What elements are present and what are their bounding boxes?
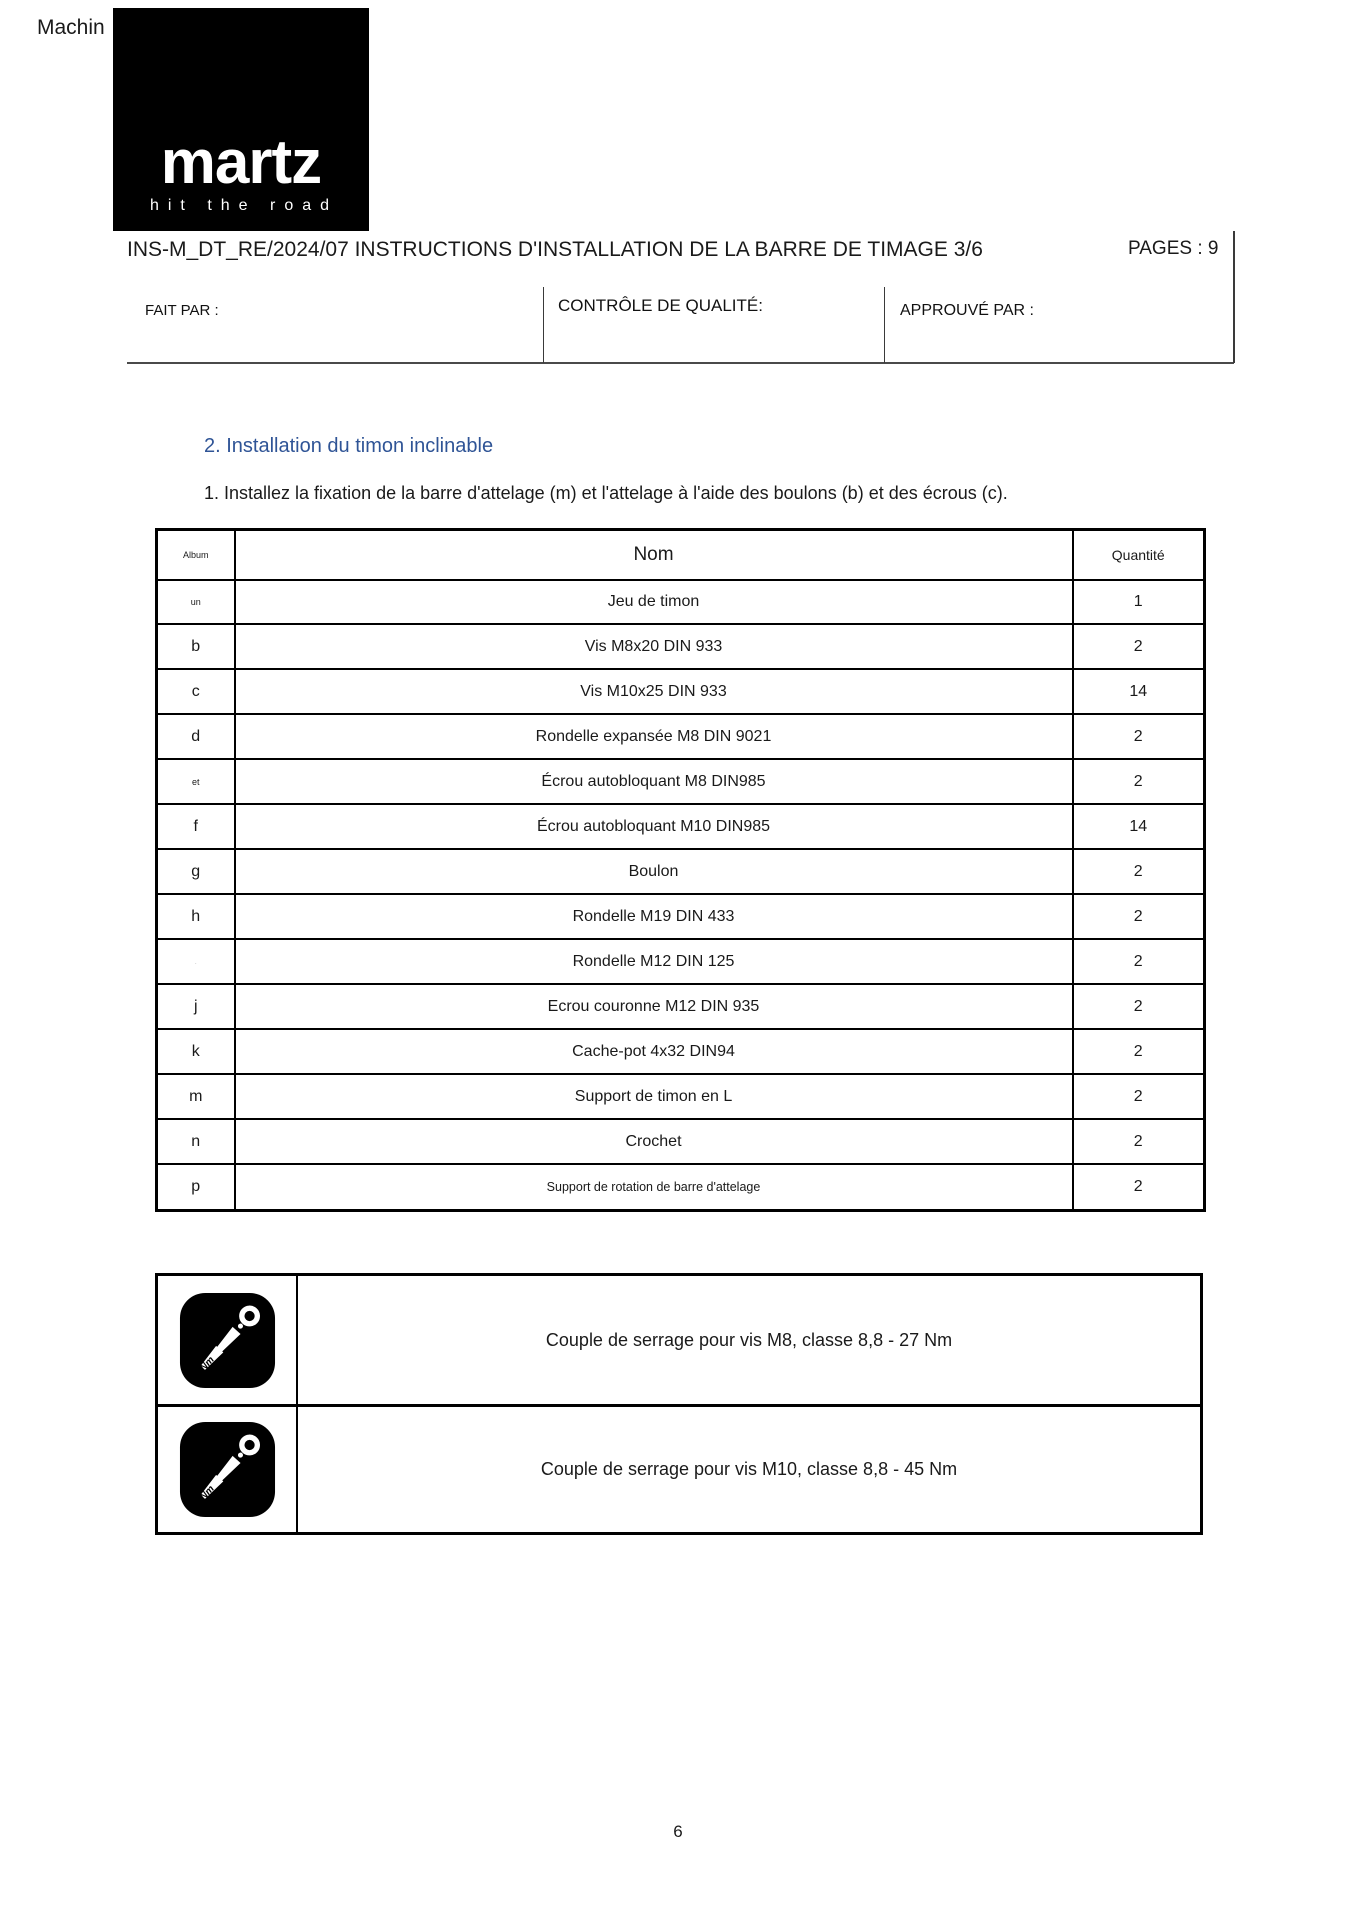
approved-by-label: APPROUVÉ PAR : (900, 302, 1034, 319)
part-quantity: 2 (1073, 984, 1205, 1029)
corner-truncated-text: Machin (37, 16, 105, 39)
part-label: et (157, 759, 235, 804)
part-label: p (157, 1164, 235, 1210)
part-label: m (157, 1074, 235, 1119)
table-row (157, 984, 1205, 1029)
svg-text:Nm: Nm (197, 1483, 217, 1503)
part-name: Rondelle expansée M8 DIN 9021 (235, 714, 1073, 759)
part-name: Ecrou couronne M12 DIN 935 (235, 984, 1073, 1029)
part-quantity: 2 (1073, 939, 1205, 984)
part-name: Écrou autobloquant M10 DIN985 (235, 804, 1073, 849)
column-header-album: Album (157, 530, 235, 580)
table-row (157, 1029, 1205, 1074)
part-name: Crochet (235, 1119, 1073, 1164)
part-label: n (157, 1119, 235, 1164)
part-label: f (157, 804, 235, 849)
part-name: Cache-pot 4x32 DIN94 (235, 1029, 1073, 1074)
torque-row-m10 (158, 1404, 1200, 1532)
logo-brand-text: martz (160, 128, 322, 198)
part-name: Support de timon en L (235, 1074, 1073, 1119)
torque-spec-table (155, 1273, 1203, 1535)
logo-tagline-text: hit the road (149, 197, 339, 214)
parts-table (155, 528, 1206, 1212)
table-row (157, 804, 1205, 849)
part-label: d (157, 714, 235, 759)
part-quantity: 14 (1073, 804, 1205, 849)
part-label: un (157, 580, 235, 625)
made-by-label: FAIT PAR : (145, 302, 219, 319)
part-label: k (157, 1029, 235, 1074)
column-header-quantite: Quantité (1073, 530, 1205, 580)
part-quantity: 2 (1073, 894, 1205, 939)
table-row (157, 939, 1205, 984)
martz-logo (113, 8, 369, 231)
part-name: Rondelle M12 DIN 125 (235, 939, 1073, 984)
instruction-step-1: 1. Installez la fixation de la barre d'attelage (m) et l'attelage à l'aide des boulons (b) et des écrous (c). (204, 483, 1008, 503)
torque-wrench-icon (158, 1407, 298, 1532)
table-row (157, 714, 1205, 759)
torque-wrench-icon (158, 1276, 298, 1404)
part-label: g (157, 849, 235, 894)
torque-spec-m8-text: Couple de serrage pour vis M8, classe 8,8 - 27 Nm (545, 1329, 953, 1350)
part-name: Jeu de timon (235, 580, 1073, 625)
column-header-nom: Nom (235, 530, 1073, 580)
part-quantity: 2 (1073, 624, 1205, 669)
header-bottom-rule (127, 362, 1234, 364)
document-title: INS-M_DT_RE/2024/07 INSTRUCTIONS D'INSTALLATION DE LA BARRE DE TIMAGE 3/6 (127, 238, 983, 261)
header-divider-1 (543, 287, 544, 363)
part-name: Rondelle M19 DIN 433 (235, 894, 1073, 939)
pages-count-label: PAGES : 9 (1128, 238, 1219, 259)
header-divider-2 (884, 287, 885, 363)
table-row (157, 624, 1205, 669)
quality-control-label: CONTRÔLE DE QUALITÉ: (558, 296, 763, 315)
part-name: Boulon (235, 849, 1073, 894)
part-quantity: 2 (1073, 849, 1205, 894)
table-row (157, 669, 1205, 714)
part-quantity: 14 (1073, 669, 1205, 714)
part-quantity: 2 (1073, 1029, 1205, 1074)
part-quantity: 2 (1073, 1074, 1205, 1119)
table-row (157, 1074, 1205, 1119)
part-name: Écrou autobloquant M8 DIN985 (235, 759, 1073, 804)
part-label: h (157, 894, 235, 939)
part-name: Vis M8x20 DIN 933 (235, 624, 1073, 669)
part-quantity: 2 (1073, 759, 1205, 804)
table-row (157, 849, 1205, 894)
part-label: . (157, 939, 235, 984)
header-right-rule (1233, 231, 1235, 363)
part-label: b (157, 624, 235, 669)
table-row (157, 580, 1205, 625)
table-row (157, 894, 1205, 939)
part-quantity: 2 (1073, 714, 1205, 759)
part-quantity: 1 (1073, 580, 1205, 625)
torque-row-m8 (158, 1276, 1200, 1404)
table-row (157, 1119, 1205, 1164)
torque-spec-m10-text: Couple de serrage pour vis M10, classe 8,8 - 45 Nm (540, 1459, 958, 1479)
part-label: c (157, 669, 235, 714)
part-quantity: 2 (1073, 1164, 1205, 1210)
part-quantity: 2 (1073, 1119, 1205, 1164)
part-label: j (157, 984, 235, 1029)
part-name: Support de rotation de barre d'attelage (235, 1164, 1073, 1210)
svg-text:Nm: Nm (197, 1354, 217, 1374)
page-number: 6 (673, 1822, 683, 1841)
parts-table-header-row (157, 530, 1205, 580)
section-heading: 2. Installation du timon inclinable (204, 435, 494, 457)
table-row (157, 759, 1205, 804)
table-row (157, 1164, 1205, 1210)
part-name: Vis M10x25 DIN 933 (235, 669, 1073, 714)
